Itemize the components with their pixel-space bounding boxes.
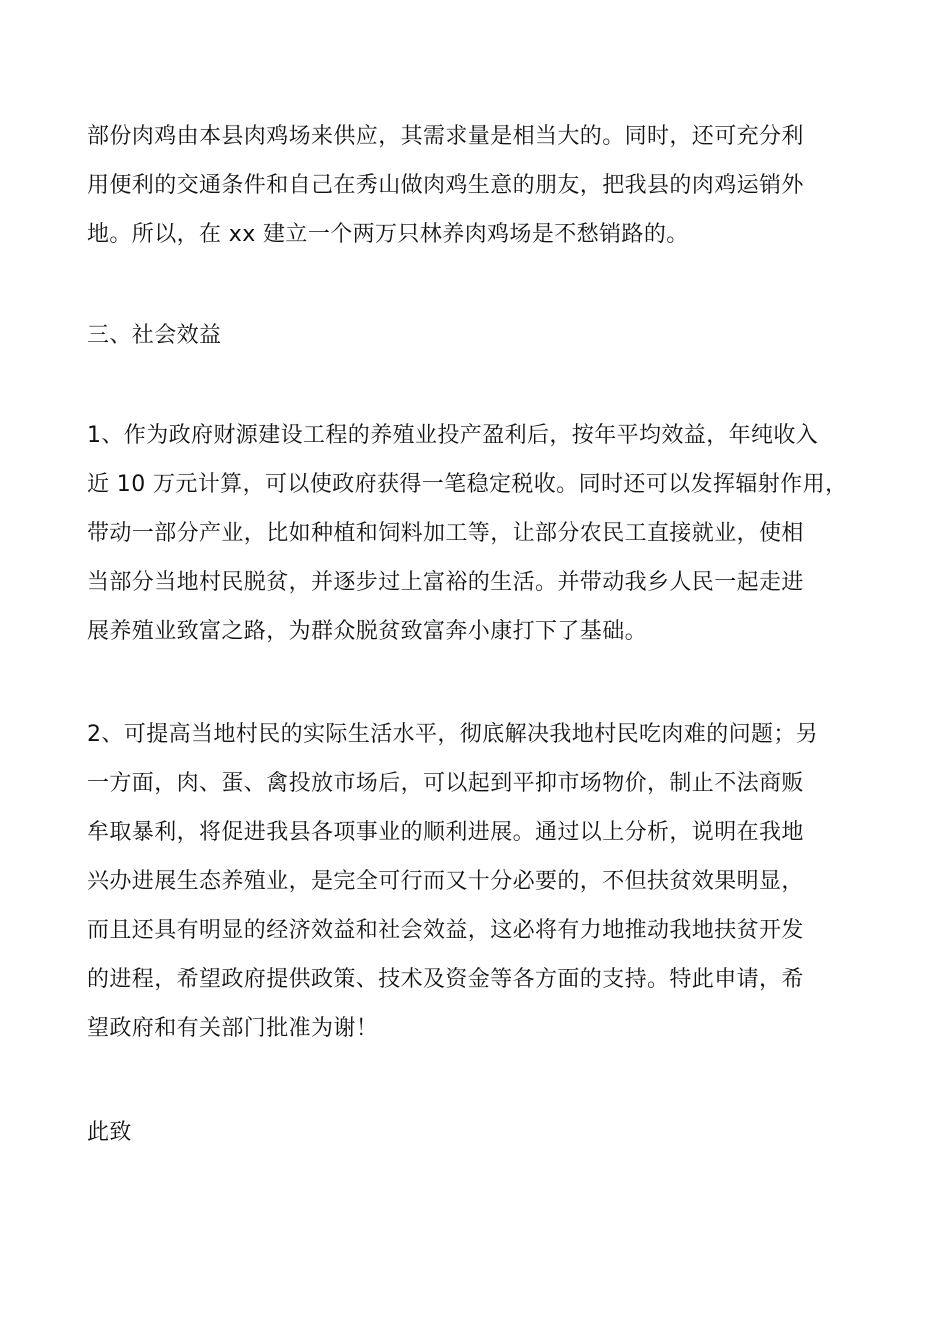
- text-line: 2、可提高当地村民的实际生活水平，彻底解决我地村民吃肉难的问题；另: [87, 722, 819, 747]
- section-heading-social-benefits: 三、社会效益: [87, 323, 222, 348]
- text-line: 1、作为政府财源建设工程的养殖业投产盈利后，按年平均效益，年纯收入: [87, 423, 819, 448]
- text-line: 一方面，肉、蛋、禽投放市场后，可以起到平抑市场物价，制止不法商贩: [87, 771, 804, 796]
- text-line: 用便利的交通条件和自己在秀山做肉鸡生意的朋友，把我县的肉鸡运销外: [87, 173, 804, 198]
- text-line: 兴办进展生态养殖业，是完全可行而又十分必要的，不但扶贫效果明显，: [87, 869, 804, 894]
- text-line: 的进程，希望政府提供政策、技术及资金等各方面的支持。特此申请，希: [87, 967, 804, 992]
- paragraph-market-demand: [87, 112, 887, 259]
- text-line: 牟取暴利，将促进我县各项事业的顺利进展。通过以上分析，说明在我地: [87, 820, 804, 845]
- text-line: 而且还具有明显的经济效益和社会效益，这必将有力地推动我地扶贫开发: [87, 918, 804, 943]
- paragraph-benefit-2: [87, 710, 887, 1053]
- closing-salutation: 此致: [87, 1120, 132, 1145]
- text-line: 望政府和有关部门批准为谢！: [87, 1016, 379, 1041]
- text-line: 带动一部分产业，比如种植和饲料加工等，让部分农民工直接就业，使相: [87, 521, 804, 546]
- text-line: 当部分当地村民脱贫，并逐步过上富裕的生活。并带动我乡人民一起走进: [87, 570, 804, 595]
- paragraph-benefit-1: [87, 411, 887, 656]
- text-line: 地。所以，在 xx 建立一个两万只林养肉鸡场是不愁销路的。: [87, 222, 689, 247]
- text-line: 部份肉鸡由本县肉鸡场来供应，其需求量是相当大的。同时，还可充分利: [87, 124, 804, 149]
- text-line: 展养殖业致富之路，为群众脱贫致富奔小康打下了基础。: [87, 619, 648, 644]
- text-line: 近 10 万元计算，可以使政府获得一笔稳定税收。同时还可以发挥辐射作用，: [87, 472, 848, 497]
